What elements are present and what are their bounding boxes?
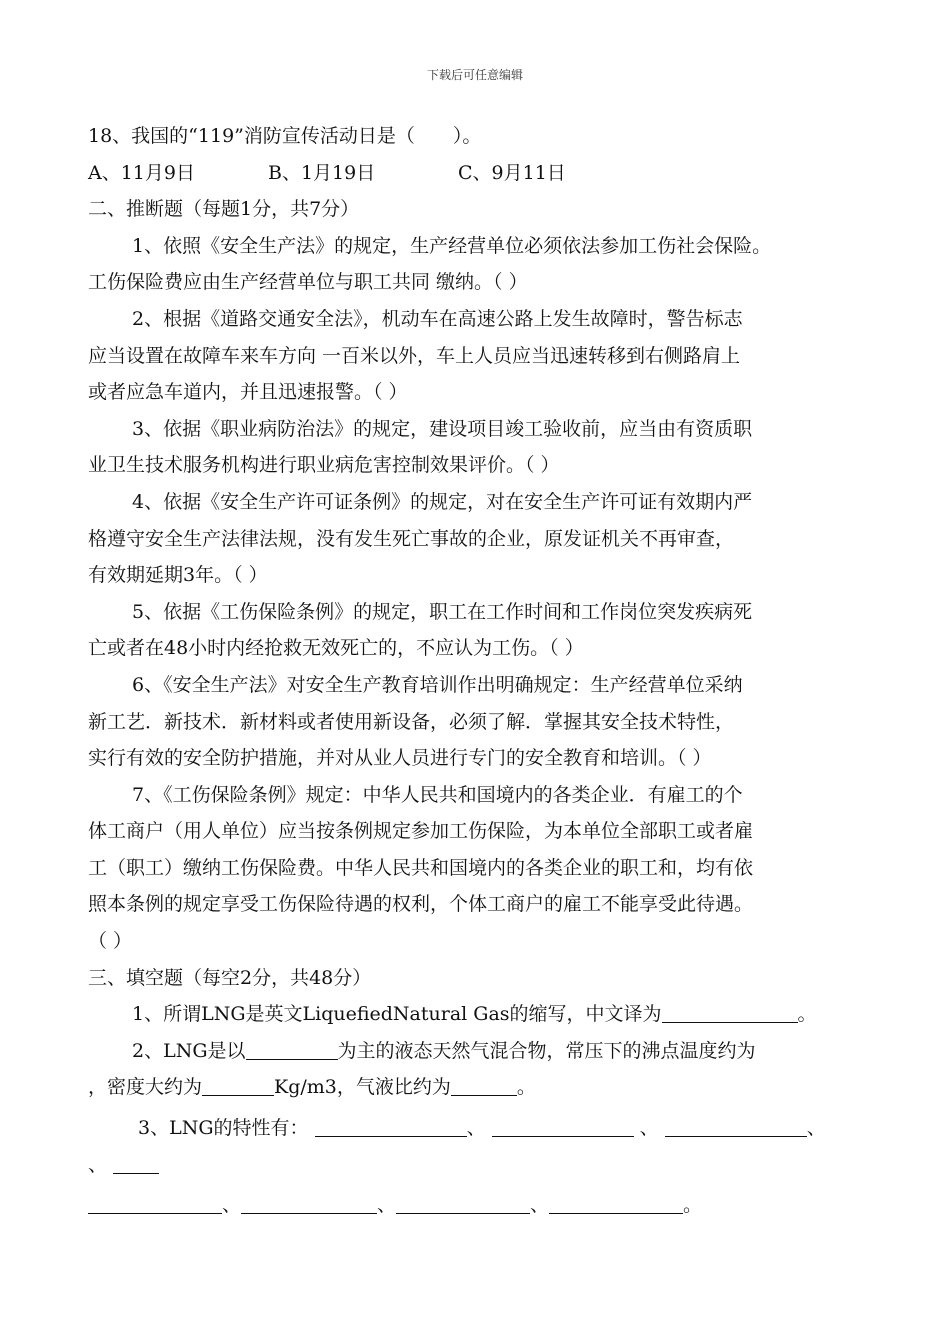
tf-line: 4、依据《安全生产许可证条例》的规定，对在安全生产许可证有效期内严 xyxy=(132,490,753,513)
fill-blank[interactable] xyxy=(396,1191,530,1214)
tf-line: 体工商户（用人单位）应当按条例规定参加工伤保险，为本单位全部职工或者雇 xyxy=(88,820,754,843)
fill-blank[interactable] xyxy=(88,1191,222,1214)
fill-blank[interactable] xyxy=(315,1114,467,1137)
tf-line: 照本条例的规定享受工伤保险待遇的权利，个体工商户的雇工不能享受此待遇。 xyxy=(88,893,754,916)
tf-line: 格遵守安全生产法律法规，没有发生死亡事故的企业，原发证机关不再审查， xyxy=(88,527,735,550)
fill-q2-text-d: Kg/m3，气液比约为 xyxy=(274,1076,451,1099)
separator: 、 xyxy=(806,1117,826,1140)
separator: 、 xyxy=(633,1117,659,1140)
tf-line: 3、依据《职业病防治法》的规定，建设项目竣工验收前，应当由有资质职 xyxy=(132,417,753,440)
fill-blank[interactable] xyxy=(113,1151,159,1174)
fill-q1-end: 。 xyxy=(797,1003,817,1026)
question-18-options xyxy=(88,155,880,192)
fill-q3-text: 3、LNG的特性有： xyxy=(138,1117,309,1140)
fill-blank[interactable] xyxy=(246,1037,338,1060)
option-a: A、11月9日 xyxy=(88,161,195,184)
fill-blank[interactable] xyxy=(665,1114,807,1137)
fill-question-3 xyxy=(88,1110,880,1147)
exam-page xyxy=(88,118,880,1224)
fill-blank[interactable] xyxy=(202,1073,274,1096)
tf-line: 有效期延期3年。（ ） xyxy=(88,564,268,587)
tf-line: 5、依据《工伤保险条例》的规定，职工在工作时间和工作岗位突发疾病死 xyxy=(132,600,753,623)
fill-q2-text-a: 2、LNG是以 xyxy=(132,1039,246,1062)
fill-q2-text-e: 。 xyxy=(516,1076,536,1099)
separator: 、 xyxy=(222,1194,242,1217)
tf-line: 1、依照《安全生产法》的规定，生产经营单位必须依法参加工伤社会保险。 xyxy=(132,234,772,257)
fill-q2-text-c: ，密度大约为 xyxy=(88,1076,203,1099)
tf-line: （ ） xyxy=(88,930,133,953)
separator: 、 xyxy=(530,1194,550,1217)
fill-question-3-cont xyxy=(88,1147,880,1184)
tf-line: 或者应急车道内，并且迅速报警。（ ） xyxy=(88,381,408,404)
fill-question-1 xyxy=(88,996,880,1033)
tf-line: 业卫生技术服务机构进行职业病危害控制效果评价。（ ） xyxy=(88,454,560,477)
option-c: C、9月11日 xyxy=(458,161,566,184)
fill-blank[interactable] xyxy=(492,1114,634,1137)
fill-blank[interactable] xyxy=(662,1000,798,1023)
tf-line: 6、《安全生产法》对安全生产教育培训作出明确规定：生产经营单位采纳 xyxy=(132,673,743,696)
tf-line: 亡或者在48小时内经抢救无效死亡的，不应认为工伤。（ ） xyxy=(88,637,584,660)
period: 。 xyxy=(683,1194,703,1217)
section-2-title: 二、推断题（每题1分，共7分） xyxy=(88,198,360,221)
question-18-stem: 18、我国的“119”消防宣传活动日是（ ）。 xyxy=(88,125,482,147)
fill-question-2 xyxy=(88,1033,880,1070)
fill-q1-text: 1、所谓LNG是英文LiquefiedNatural Gas的缩写，中文译为 xyxy=(132,1003,662,1026)
tf-line: 2、根据《道路交通安全法》，机动车在高速公路上发生故障时，警告标志 xyxy=(132,307,743,330)
separator: 、 xyxy=(466,1117,486,1140)
tf-line: 7、《工伤保险条例》规定：中华人民共和国境内的各类企业．有雇工的个 xyxy=(132,783,743,806)
fill-question-2-cont xyxy=(88,1069,880,1106)
fill-question-3-cont2 xyxy=(88,1187,880,1224)
fill-blank[interactable] xyxy=(241,1191,377,1214)
tf-line: 工伤保险费应由生产经营单位与职工共同 缴纳。（ ） xyxy=(88,271,528,294)
separator: 、 xyxy=(377,1194,397,1217)
fill-blank[interactable] xyxy=(451,1073,517,1096)
tf-line: 工（职工）缴纳工伤保险费。中华人民共和国境内的各类企业的职工和，均有依 xyxy=(88,856,754,879)
tf-line: 实行有效的安全防护措施，并对从业人员进行专门的安全教育和培训。（ ） xyxy=(88,747,712,770)
tf-line: 应当设置在故障车来车方向 一百米以外，车上人员应当迅速转移到右侧路肩上 xyxy=(88,344,741,367)
option-b: B、1月19日 xyxy=(268,161,376,184)
section-3-title: 三、填空题（每空2分，共48分） xyxy=(88,966,372,989)
fill-blank[interactable] xyxy=(549,1191,683,1214)
page-header: 下载后可任意编辑 xyxy=(426,68,523,82)
fill-q2-text-b: 为主的液态天然气混合物，常压下的沸点温度约为 xyxy=(337,1039,756,1062)
tf-line: 新工艺．新技术．新材料或者使用新设备，必须了解．掌握其安全技术特性， xyxy=(88,710,735,733)
separator: 、 xyxy=(88,1153,108,1176)
